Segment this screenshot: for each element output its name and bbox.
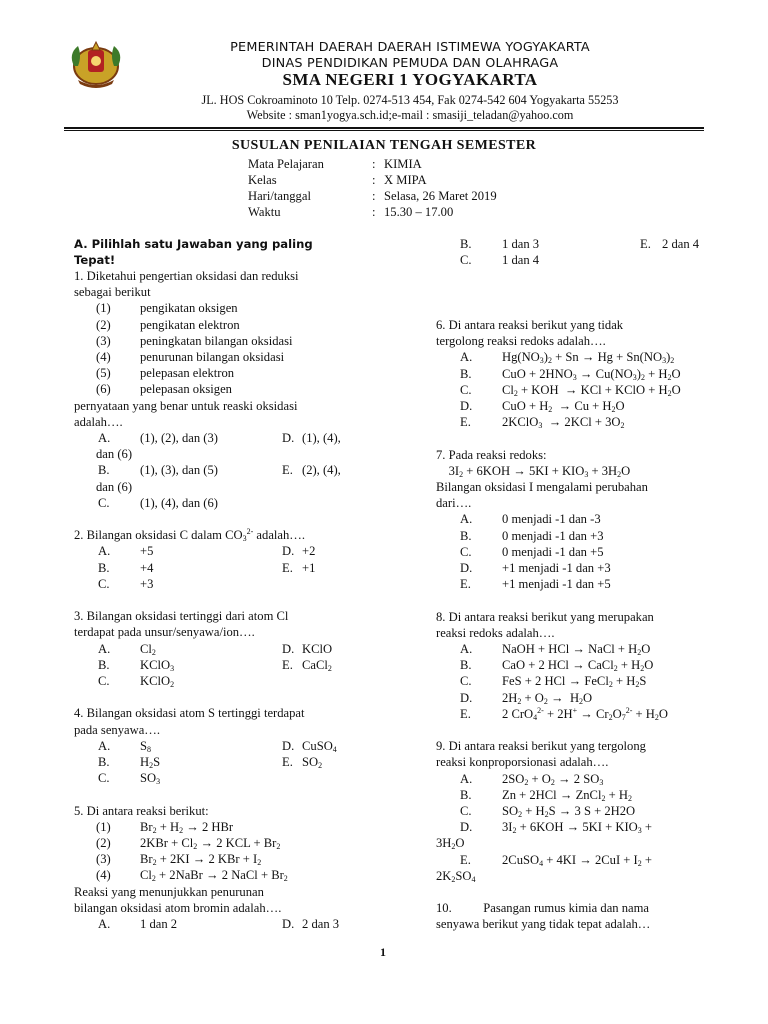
option-text: NaOH + HCl → NaCl + $H_2O$	[502, 642, 651, 657]
option-letter: E.	[282, 657, 293, 672]
option-text: 0 menjadi -1 dan +3	[502, 528, 604, 543]
option-letter: E.	[640, 237, 651, 251]
header-address: JL. HOS Cokroaminoto 10 Telp. 0274-513 454, Fak 0274-542 604 Yogyakarta 55253	[201, 93, 619, 107]
info-separator: :	[372, 173, 376, 187]
option-letter: E.	[282, 560, 293, 575]
option-text: +5	[140, 544, 154, 559]
question-text: 9. Di antara reaksi berikut yang tergolong	[436, 739, 646, 754]
option-text: $3I_2 + 6KOH \to 5KI + KIO_3$ +	[502, 820, 653, 836]
info-key: Kelas	[248, 173, 277, 187]
option-letter: A.	[460, 512, 473, 527]
question-text: tergolong reaksi redoks adalah….	[436, 334, 606, 349]
option-letter: C.	[98, 495, 110, 510]
question-text: Reaksi yang menunjukkan penurunan	[74, 884, 264, 899]
question-text: 1. Diketahui pengertian oksidasi dan reduksi	[74, 269, 299, 283]
info-row	[248, 204, 548, 220]
option-text: (1), (4),	[302, 431, 341, 445]
option-letter: A.	[98, 917, 111, 931]
option-text: 0 menjadi -1 dan +5	[502, 544, 604, 559]
option-letter: E.	[282, 755, 293, 769]
option-text: 2 $CrO_4^{2-} + 2H^+ \to Cr_2O_7^{2-} + H_2O$	[502, 705, 668, 722]
statement-text: $Br_2 + H_2 \to 2$ HBr	[140, 819, 234, 835]
statement-text: pelepasan elektron	[140, 366, 235, 381]
question-text: 2. Bilangan oksidasi C dalam $CO_3^{2-}$ adalah….	[74, 527, 306, 544]
option-text: $Hg(NO_3)_2 + Sn \to Hg + Sn(NO_3)_2$	[502, 350, 675, 366]
info-row	[248, 156, 548, 172]
option-text: $H_2S$	[140, 755, 161, 770]
option-letter: D.	[460, 561, 473, 575]
option-letter: D.	[282, 917, 295, 931]
question-text: pernyataan yang benar untuk reaski oksidasi	[74, 398, 298, 413]
option-text: 1 dan 2	[140, 917, 178, 931]
option-letter: E.	[460, 852, 471, 867]
info-value: 15.30 – 17.00	[384, 205, 454, 219]
option-letter: B.	[460, 787, 472, 802]
dinas-emblem-logo	[64, 36, 128, 92]
section-heading	[74, 236, 313, 268]
option-text: $2H_2 + O_2 \to H_2O$	[502, 690, 593, 706]
option-letter: C.	[460, 253, 472, 268]
question-text: 8. Di antara reaksi berikut yang merupakan	[436, 609, 654, 624]
option-text: $2SO_2 + O_2 \to 2$ $SO_3$	[502, 771, 604, 787]
statement-text: pengikatan elektron	[140, 317, 240, 332]
info-separator: :	[372, 189, 376, 203]
option-letter: E.	[460, 706, 471, 721]
option-text: $S_8$	[140, 738, 152, 754]
option-text: KClO$_3$	[140, 657, 175, 673]
option-text: 0 menjadi -1 dan -3	[502, 512, 601, 527]
info-row	[248, 172, 548, 188]
option-letter: C.	[98, 576, 110, 591]
option-text: (2), (4),	[302, 463, 341, 478]
header-divider-thick	[64, 127, 704, 129]
statement-number: (1)	[96, 301, 111, 316]
option-text: KClO	[302, 641, 333, 656]
question-text: Bilangan oksidasi I mengalami perubahan	[436, 480, 648, 494]
question-text: $3I_2 + 6KOH \to 5KI + KIO_3 + 3H_2O$	[436, 463, 631, 479]
statement-text: peningkatan bilangan oksidasi	[140, 333, 293, 348]
option-letter: E.	[282, 463, 293, 478]
option-text: 1 dan 3	[502, 237, 540, 251]
question-text: 10. Pasangan rumus kimia dan nama	[436, 901, 650, 916]
statement-number: (5)	[96, 366, 111, 381]
option-letter: B.	[460, 366, 472, 381]
info-key: Mata Pelajaran	[248, 157, 324, 171]
info-row	[248, 188, 548, 204]
option-letter: B.	[98, 755, 110, 769]
option-text: $SO_3$	[140, 771, 161, 787]
option-letter: C.	[98, 674, 110, 688]
question-text: $3H_2O$	[436, 836, 465, 852]
question-text: dan (6)	[96, 447, 133, 462]
statement-text: pengikatan oksigen	[140, 301, 238, 316]
header-government-line: PEMERINTAH DAERAH DAERAH ISTIMEWA YOGYAKARTA	[230, 40, 590, 55]
question-text: pada senyawa….	[74, 722, 161, 737]
info-key: Hari/tanggal	[248, 189, 311, 203]
statement-number: (2)	[96, 317, 111, 332]
question-text: reaksi redoks adalah….	[436, 625, 555, 640]
option-letter: E.	[460, 415, 471, 430]
statement-text: $2KBr + Cl_2 \to 2$ KCL + $Br_2$	[140, 836, 281, 851]
question-text: terdapat pada unsur/senyawa/ion….	[74, 625, 255, 640]
statement-text: pelepasan oksigen	[140, 382, 232, 397]
option-text: +1 menjadi -1 dan +5	[502, 577, 611, 592]
statement-text: $Cl_2$ + 2NaBr → 2 NaCl + $Br_2$	[140, 868, 288, 884]
option-text: Zn + 2HCl → ZnCl$_2$ + $H_2$	[502, 787, 632, 803]
statement-text: penurunan bilangan oksidasi	[140, 350, 285, 364]
option-text: $SO_2$	[302, 755, 323, 770]
option-letter: C.	[460, 382, 472, 397]
statement-number: (4)	[96, 868, 111, 883]
option-text: CaO + 2 HCl → CaCl$_2$ + $H_2O$	[502, 658, 654, 674]
option-text: $Cl_2$	[140, 641, 156, 657]
option-letter: A.	[460, 642, 473, 656]
option-letter: D.	[282, 431, 295, 445]
option-text: 2 dan 3	[302, 917, 340, 931]
option-letter: B.	[460, 528, 472, 543]
option-text: 1 dan 4	[502, 253, 540, 268]
option-letter: C.	[460, 544, 472, 559]
question-text: dari….	[436, 496, 472, 511]
question-text: sebagai berikut	[74, 285, 151, 300]
option-letter: C.	[460, 674, 472, 689]
question-text: 5. Di antara reaksi berikut:	[74, 803, 209, 818]
option-letter: B.	[98, 463, 110, 478]
option-text: +1 menjadi -1 dan +3	[502, 561, 611, 575]
option-text: KClO$_2$	[140, 674, 175, 689]
option-letter: A.	[460, 771, 473, 786]
option-letter: E.	[460, 577, 471, 592]
option-text: +4	[140, 560, 154, 575]
option-text: CuO + $2HNO_3 \to Cu(NO_3)_2 + H_2O$	[502, 366, 681, 382]
option-text: +3	[140, 576, 154, 591]
option-letter: D.	[282, 641, 295, 656]
option-letter: C.	[98, 771, 110, 786]
statement-text: $Br_2 + 2KI \to 2$ KBr + $I_2$	[140, 852, 262, 868]
option-letter: A.	[98, 641, 111, 656]
option-text: 2CuSO$_4$ + $4KI \to 2CuI + I_2$ +	[502, 852, 653, 868]
info-separator: :	[372, 157, 376, 171]
info-separator: :	[372, 205, 376, 219]
option-text: FeS + 2 HCl → FeCl$_2$ + $H_2S$	[502, 674, 647, 690]
option-letter: A.	[98, 431, 111, 445]
option-text: (1), (4), dan (6)	[140, 495, 218, 510]
option-letter: D.	[282, 738, 295, 753]
header-school-name: SMA NEGERI 1 YOGYAKARTA	[282, 70, 538, 89]
header-department-line: DINAS PENDIDIKAN PEMUDA DAN OLAHRAGA	[261, 56, 559, 71]
question-text: adalah….	[74, 414, 123, 429]
option-letter: B.	[460, 237, 472, 251]
statement-number: (6)	[96, 382, 111, 397]
option-text: (1), (2), dan (3)	[140, 431, 218, 445]
option-letter: D.	[282, 544, 295, 559]
option-letter: D.	[460, 399, 473, 413]
statement-number: (4)	[96, 350, 111, 364]
option-letter: A.	[98, 544, 111, 559]
statement-number: (1)	[96, 819, 111, 834]
info-value: Selasa, 26 Maret 2019	[384, 189, 497, 203]
section-heading-line: Tepat!	[74, 253, 116, 267]
info-key: Waktu	[248, 205, 281, 219]
question-text: bilangan oksidasi atom bromin adalah….	[74, 900, 282, 915]
option-text: 2 dan 4	[662, 237, 700, 251]
page-number: 1	[380, 945, 386, 959]
option-text: CuSO$_4$	[302, 738, 337, 754]
option-text: +1	[302, 560, 316, 575]
question-text: 3. Bilangan oksidasi tertinggi dari atom Cl	[74, 609, 289, 624]
option-text: CaCl$_2$	[302, 657, 332, 673]
statement-number: (3)	[96, 333, 111, 348]
info-value: X MIPA	[384, 173, 427, 187]
header-divider-thin	[64, 130, 704, 131]
option-letter: B.	[460, 658, 472, 673]
option-letter: D.	[460, 820, 473, 835]
question-text: dan (6)	[96, 479, 133, 494]
option-text: $Cl_2$ + KOH → KCl + KClO + $H_2O$	[502, 382, 681, 398]
option-text: 2KClO$_3$ → $2KCl + 3O_2$	[502, 415, 625, 431]
statement-number: (3)	[96, 852, 111, 867]
question-text: 6. Di antara reaksi berikut yang tidak	[436, 318, 624, 332]
question-text: reaksi konproporsionasi adalah….	[436, 755, 609, 770]
option-letter: A.	[460, 350, 473, 365]
option-letter: D.	[460, 690, 473, 705]
option-text: CuO + $H_2 \to Cu + H_2O$	[502, 399, 625, 414]
section-heading-line: A. Pilihlah satu Jawaban yang paling	[74, 237, 313, 251]
option-text: +2	[302, 544, 316, 559]
statement-number: (2)	[96, 836, 111, 850]
header-website: Website : sman1yogya.sch.id;e-mail : smasiji_teladan@yahoo.com	[246, 108, 574, 122]
option-text: (1), (3), dan (5)	[140, 463, 218, 478]
option-letter: B.	[98, 657, 110, 672]
info-value: KIMIA	[384, 157, 422, 171]
option-text: $SO_2 + H_2S \to 3$ S + 2H2O	[502, 804, 636, 819]
option-letter: C.	[460, 804, 472, 818]
option-letter: B.	[98, 560, 110, 575]
question-text: senyawa berikut yang tidak tepat adalah…	[436, 917, 651, 932]
question-text: 7. Pada reaksi redoks:	[436, 447, 547, 462]
question-text: $2K_2SO_4$	[436, 868, 476, 884]
exam-title: SUSULAN PENILAIAN TENGAH SEMESTER	[231, 138, 537, 153]
question-text: 4. Bilangan oksidasi atom S tertinggi terdapat	[74, 706, 305, 721]
option-letter: A.	[98, 738, 111, 753]
